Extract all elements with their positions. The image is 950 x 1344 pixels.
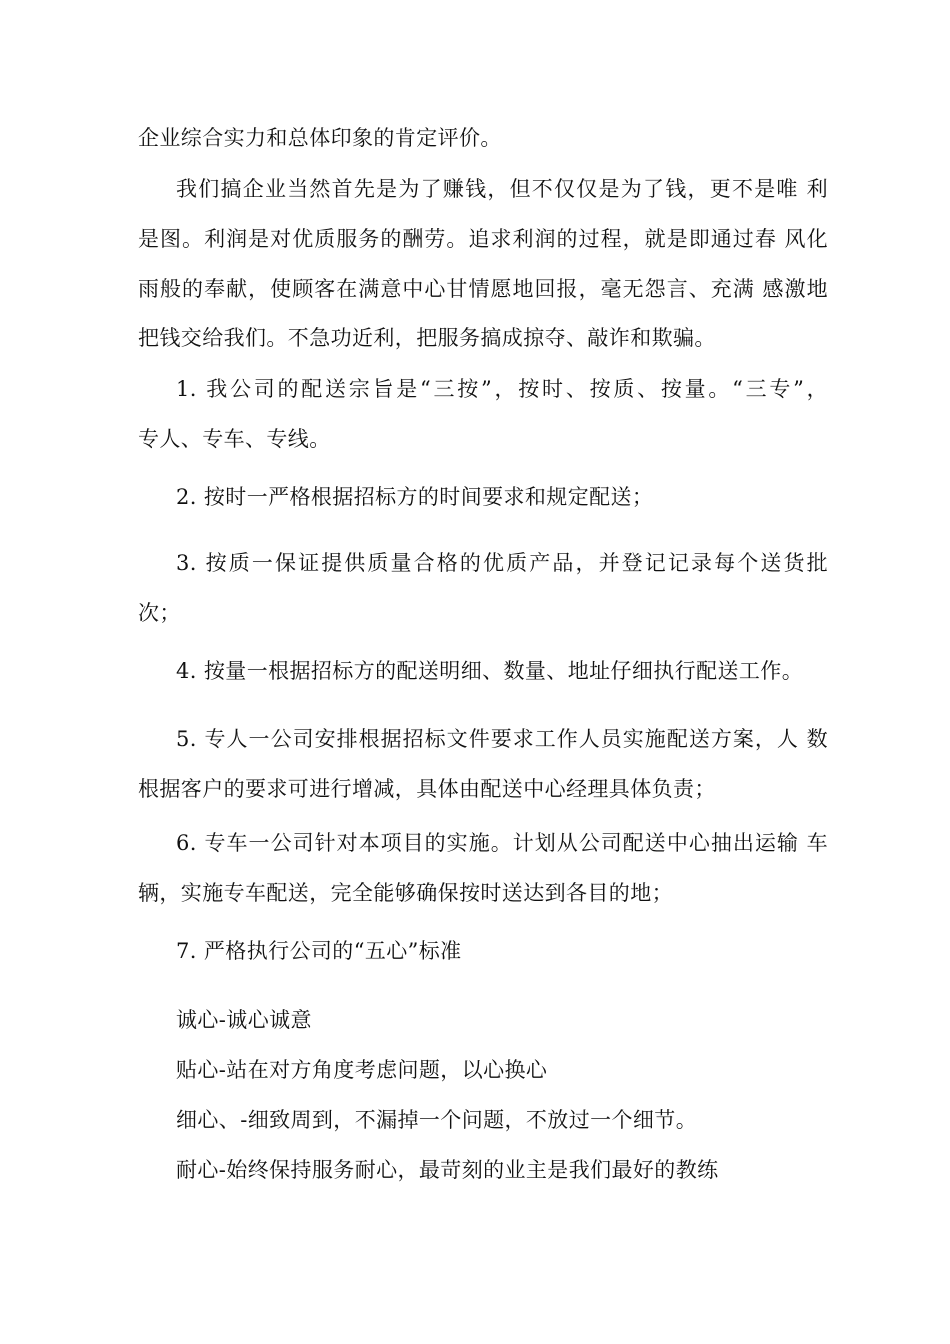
list-item-line: 2. 按时一严格根据招标方的时间要求和规定配送；: [176, 485, 654, 509]
paragraph-line: 企业综合实力和总体印象的肯定评价。: [138, 126, 502, 150]
list-item-line: 4. 按量一根据招标方的配送明细、数量、地址仔细执行配送工作。: [176, 659, 804, 683]
list-item-line: 辆，实施专车配送，完全能够确保按时送达到各目的地；: [138, 881, 673, 905]
list-item-line: 专人、专车、专线。: [138, 427, 331, 451]
paragraph-line: 把钱交给我们。不急功近利，把服务搞成掠夺、敲诈和欺骗。: [138, 326, 716, 350]
list-item-line: 6. 专车一公司针对本项目的实施。计划从公司配送中心抽出运输 车: [176, 831, 828, 855]
list-item-line: 7. 严格执行公司的“五心”标准: [176, 939, 462, 963]
standard-item-line: 细心、-细致周到，不漏掉一个问题，不放过一个细节。: [176, 1108, 698, 1132]
standard-item-line: 贴心-站在对方角度考虑问题，以心换心: [176, 1058, 548, 1082]
standard-item-line: 耐心-始终保持服务耐心，最苛刻的业主是我们最好的教练: [176, 1158, 719, 1182]
list-item-line: 3. 按质一保证提供质量合格的优质产品，并登记记录每个送货批: [176, 551, 828, 575]
paragraph-line: 是图。利润是对优质服务的酬劳。追求利润的过程，就是即通过春 风化: [138, 227, 828, 251]
list-item-line: 次；: [138, 601, 181, 625]
list-item-line: 5. 专人一公司安排根据招标文件要求工作人员实施配送方案，人 数: [176, 727, 828, 751]
paragraph-line: 我们搞企业当然首先是为了赚钱，但不仅仅是为了钱，更不是唯 利: [176, 177, 828, 201]
list-item-line: 根据客户的要求可进行增减，具体由配送中心经理具体负责；: [138, 777, 716, 801]
list-item-line: 1. 我公司的配送宗旨是“三按”，按时、按质、按量。“三专”，: [176, 377, 828, 401]
paragraph-line: 雨般的奉献，使顾客在满意中心甘情愿地回报，毫无怨言、充满 感激地: [138, 277, 828, 301]
standard-item-line: 诚心-诚心诚意: [176, 1008, 312, 1032]
